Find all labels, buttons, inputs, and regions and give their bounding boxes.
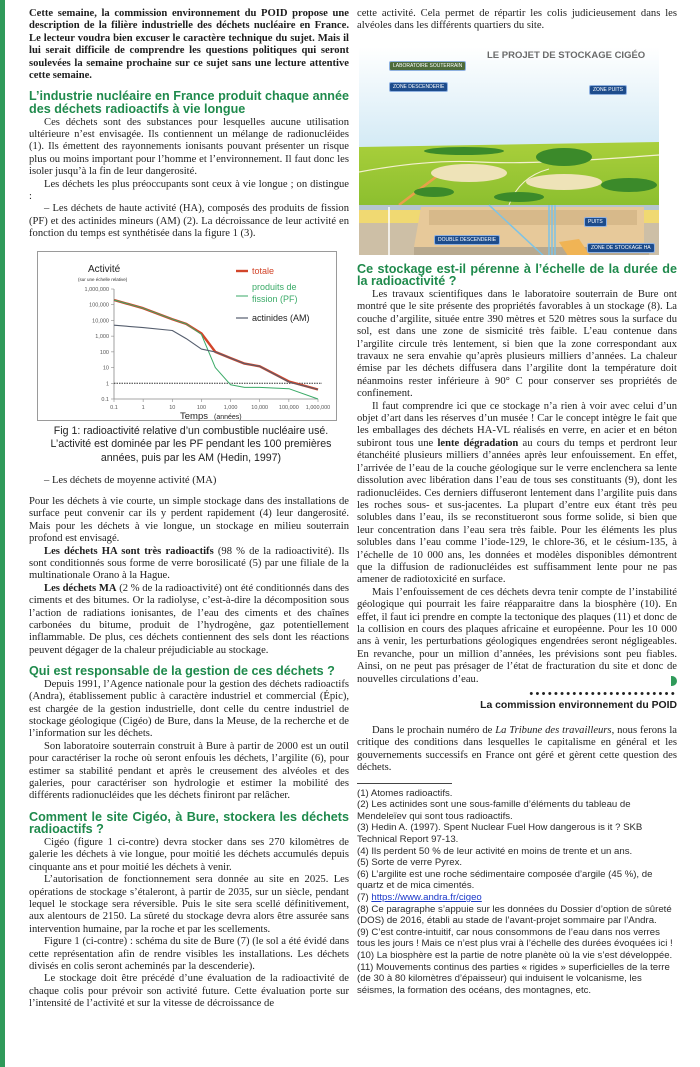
activity-chart (37, 251, 337, 421)
svg-text:Activité: Activité (88, 263, 121, 275)
label-double-descenderie: DOUBLE DESCENDERIE (434, 235, 500, 245)
section1-p6 (29, 546, 349, 583)
svg-text:(années): (années) (214, 413, 242, 421)
svg-text:1,000,000: 1,000,000 (305, 404, 331, 411)
section1-p1: Ces déchets sont des substances pour lesquelles aucune utilisation ultérieure n’est envisagée. Ils contiennent un mélange de radionucléides (1). Ils émettent des rayonnements ionisants pouvant présenter un risque plus ou moins important pour l’homme et l’environnement. Il faut donc les isoler jusqu’à la fin de leur dangerosité. (29, 116, 349, 178)
footnote-7 (357, 892, 677, 904)
label-zone-descenderie: ZONE DESCENDERIE (389, 82, 448, 92)
section2-p1: Depuis 1991, l’Agence nationale pour la gestion des déchets radioactifs (Andra), établissement public à caractère industriel et commercial (Épic), est chargée de la gestion industrielle, dont celle du centre industriel de stockage géologique (Cigéo) de Bure, dans la Meuse, de la recherche et de l’information sur les déchets. (29, 678, 349, 740)
signature-author: La commission environnement du POID (480, 700, 677, 711)
svg-text:100,000: 100,000 (89, 302, 109, 309)
intro-paragraph: Cette semaine, la commission environnement du POID propose une description de la filière industrielle des déchets nucléaire en France. Le lecteur voudra bien excuser le caractère technique du sujet. Mais il lui serait difficile de comprendre les questions politiques qui seront soulevées la semaine prochaine sur ce sujet sans une lecture attentive cette semaine. (29, 8, 349, 82)
footnote-2: (2) Les actinides sont une sous-famille d’éléments du tableau de Mendeleïev qui sont tous radioactifs. (357, 799, 631, 822)
section1-p4: – Les déchets de moyenne activité (MA) (44, 475, 217, 487)
section4-p2 (357, 401, 677, 587)
left-accent-bar (0, 0, 5, 1067)
andra-link[interactable]: https://www.andra.fr/cigeo (371, 891, 482, 903)
next-issue-paragraph (357, 725, 677, 775)
svg-text:1,000: 1,000 (223, 404, 238, 411)
svg-text:10,000: 10,000 (92, 318, 109, 325)
section3-p1: Cigéo (figure 1 ci-contre) devra stocker dans ses 270 kilomètres de galerie les déchets à vie longue, pour moitié les déchets accumulés depuis cinquante ans et pour moitié les déchets à venir. (29, 837, 349, 873)
chart-canvas (38, 252, 338, 422)
label-puits: PUITS (584, 217, 607, 227)
cigeo-illustration (359, 47, 659, 255)
footnote-8: (8) Ce paragraphe s’appuie sur les données du Dossier d’option de sûreté (DOS) de 2016, établi au stade de l’avant-projet sommaire par l’Andra. (357, 903, 672, 927)
footnote-11: (11) Mouvements continus des parties « rigides » superficielles de la terre (de 30 à 80 kilomètres d’épaisseur) qui induisent le volcanisme, les séismes, la formation des océans, des montagnes, etc. (357, 961, 670, 996)
svg-text:1,000: 1,000 (95, 333, 109, 340)
footnote-9: (9) C’est contre-intuitif, car nous consommons de l’eau dans nos verres tous les jours ! Mais ce n’est plus vrai à l’échelle des durées évoquées ici ! (357, 926, 673, 950)
svg-text:0.1: 0.1 (101, 396, 109, 403)
section2-p2: Son laboratoire souterrain construit à Bure à partir de 2000 est un outil pour caractériser la roche où seront enfouis les déchets, l’argilite (6), pour estimer sa stabilité pendant et après le creusement des alvéoles et des galeries, pour caractériser son hydrologie et estimer la mobilité des différents radionucléides que les déchets finiront par relâcher. (29, 740, 349, 802)
footnote-1: (1) Atomes radioactifs. (357, 787, 453, 799)
section1-p7 (29, 583, 349, 657)
footnote-5: (5) Sorte de verre Pyrex. (357, 857, 463, 869)
section1-p3: – Les déchets de haute activité (HA), composés des produits de fission (PF) et des actinides mineurs (AM) (2). La décroissance de leur activité en fonction du temps est synthétisée dans la figure 1 (3). (29, 203, 349, 240)
footnote-3: (3) Hedin A. (1997). Spent Nuclear Fuel How dangerous is it ? SKB Technical Report 97-13. (357, 822, 643, 845)
next-issue-after: , nous ferons la critique des conditions dans lesquelles le capitalisme en général et les gouvernements successifs en France ont géré et gèrent cette question des déchets. (357, 725, 677, 774)
publication-title: La Tribune des travailleurs (495, 725, 612, 736)
svg-text:actinides (AM): actinides (AM) (252, 312, 310, 323)
p2-bold: lente dégradation (437, 437, 519, 449)
svg-text:0.1: 0.1 (110, 404, 118, 411)
p6-bold: Les déchets HA sont très radioactifs (44, 545, 214, 557)
label-laboratoire: LABORATOIRE SOUTERRAIN (389, 61, 466, 71)
next-issue-before: Dans le prochain numéro de (372, 725, 496, 736)
p2-part-b: au cours du temps et perdront leur étanchéité plusieurs milliers d’années après leur enfouissement. En effet, l’arrivée de l’eau de la couche géologique sur le verre enclenchera sa lente dissolution avec libération dans l’eau de tous ses constituants (9), dont les radionucléides. Ces derniers diffuseront lentement dans l’argilite puis dans les roches sous- et sus-jacentes. La plupart d’entre eux étant très peu solubles dans l’eau, ils se reconstitueront sous forme solide, si bien que leur concentration dans l’eau sera très faible. Pour les éléments les plus solubles dans l’eau comme l’iode-129, le chlore-36, et le césium-135, à l’échelle de 10 000 ans, les données et modèles disponibles démontrent que la diffusion de radionucléides est suffisamment lente pour ne pas amener de radiotoxicité en surface. (357, 437, 677, 586)
figure-caption: Fig 1: radioactivité relative d’un combustible nucléaire usé. L’activité est dominée par les PF pendant les 100 premières années, puis par les AM (Hedin, 1997) (50, 424, 332, 464)
section1-heading: L’industrie nucléaire en France produit chaque année des déchets radioactifs à vie longue (29, 89, 349, 117)
p3-text: Mais l’enfouissement de ces déchets devra tenir compte de l’instabilité géologique qui pourrait les faire réapparaitre dans la biosphère (10). En effet, il faut ici prendre en compte la tectonique des plaques (11) et donc de la collision en cours des plaques africaine et européenne. Pour les 10 000 ans à venir, les perturbations géologiques engendrées seront négligeables. En revanche, pour un million d’années, les prévisions sont peu fiables. Ainsi, on ne peut pas présager de l’état de fracturation du site et donc de nouvelles circulations d’eau. (357, 586, 677, 685)
svg-text:100: 100 (196, 404, 207, 411)
svg-text:1: 1 (105, 380, 109, 387)
section1-p5: Pour les déchets à vie courte, un simple stockage dans des installations de surface peut convenir car ils y perdent rapidement (4) leur dangerosité. Mais pour les déchets à vie longue, un stockage en milieu souterrain profond est envisagé. (29, 495, 349, 545)
section3-p3: Figure 1 (ci-contre) : schéma du site de Bure (7) (le sol a été évidé dans cette représentation afin de rendre visibles les installations. Les déchets divisés en colis seront acheminés par la descenderie). (29, 936, 349, 973)
svg-text:totale: totale (252, 265, 275, 276)
section1-p2: Les déchets les plus préoccupants sont ceux à vie longue ; on distingue : (29, 178, 349, 203)
section3-heading: Comment le site Cigéo, à Bure, stockera les déchets radioactifs ? (29, 809, 349, 837)
figure-1 (29, 251, 349, 466)
cigeo-diagram (359, 47, 659, 255)
right-column (357, 8, 677, 996)
signature-dots: •••••••••••••••••••••••• (529, 688, 677, 700)
label-zone-ha: ZONE DE STOCKAGE HA (587, 243, 655, 253)
diagram-title: LE PROJET DE STOCKAGE CIGÉO (487, 49, 646, 61)
svg-text:10: 10 (102, 365, 109, 372)
left-column (29, 8, 349, 1011)
footnote-4: (4) Ils perdent 50 % de leur activité en moins de trente et un ans. (357, 845, 633, 857)
svg-text:(sur une échelle relative): (sur une échelle relative) (78, 276, 128, 282)
footnote-separator (357, 783, 452, 784)
footnote-7-prefix: (7) (357, 891, 372, 903)
section3-p5: cette activité. Cela permet de répartir les colis judicieusement dans les alvéoles dans les différents quartiers du site. (357, 8, 677, 32)
svg-text:10: 10 (169, 404, 176, 411)
section3-p2: L’autorisation de fonctionnement sera donnée au site en 2025. Les opérations de stockage s’étaleront, à partir de 2035, sur un siècle, pendant lequel le stockage sera réversible. Puis le site sera scellé définitivement, aux alentours de 2150. La sûreté du stockage devra alors être assurée sans intervention humaine, par la roche et par les scellements. (29, 874, 349, 935)
label-zone-puits: ZONE PUITS (589, 85, 627, 95)
footnote-6: (6) L’argilite est une roche sédimentaire composée d’argile (45 %), de quartz et de mica cimentés. (357, 868, 653, 892)
p2-part-a: Il faut comprendre ici que ce stockage n’a rien à voir avec celui d’un objet d’art dans les réserves d’un musée ! Car le concept intègre le fait que les emballages des déchets HA-VL réalisés en verre, en acier et en béton subiront tous une (357, 400, 677, 449)
svg-text:1: 1 (141, 404, 145, 411)
p7-bold: Les déchets MA (44, 582, 117, 594)
svg-text:10,000: 10,000 (251, 404, 269, 411)
end-of-article-icon (671, 676, 677, 686)
svg-text:1,000,000: 1,000,000 (84, 286, 109, 293)
section4-p3 (357, 587, 677, 686)
section4-heading: Ce stockage est-il pérenne à l’échelle de la durée de la radioactivité ? (357, 261, 677, 289)
svg-text:100: 100 (99, 349, 109, 356)
section3-p4: Le stockage doit être précédé d’une évaluation de la radioactivité de chaque colis pour prévoir son activité future. Cette évaluation porte sur l’intensité de l’activité et sur la vitesse de décroissance de (29, 973, 349, 1010)
section2-heading: Qui est responsable de la gestion de ces déchets ? (29, 664, 335, 679)
svg-text:Temps: Temps (180, 410, 208, 422)
p7-rest: (2 % de la radioactivité) ont été conditionnés dans des ciments et des bitumes. Or la radiolyse, c’est-à-dire la décomposition sous l’action de radiations ionisantes, de l’eau des ciments et des chaînes carbonées du bitume, produit de l’hydrogène, gaz potentiellement inflammable. De plus, ces déchets contiennent des sels dont les réactions peuvent dégager de la chaleur préjudiciable au stockage. (29, 582, 349, 656)
section4-p1: Les travaux scientifiques dans le laboratoire souterrain de Bure ont montré que le site présente des propriétés favorables à un stockage (8). La couche d’argilite, située entre 390 mètres et 520 mètres sous la surface du sol, est dans une zone de sismicité très faible. L’eau contenue dans l’argilite circule très lentement, si bien que la zone correspondant aux travaux ne sera envahie qu’après plusieurs milliers d’années. La chaleur émise par les déchets diffusera dans l’argilite dont la température doit néanmoins rester inférieure à 90° C pour conserver ses propriétés de confinement. (357, 289, 677, 400)
footnote-10: (10) La biosphère est la partie de notre planète où la vie s’est développée. (357, 949, 673, 961)
svg-text:100,000: 100,000 (278, 404, 299, 411)
svg-text:produits de: produits de (252, 281, 297, 292)
p6-rest: (98 % de la radioactivité). Ils sont conditionnés sous forme de verre borosilicaté (5) par une filiale de la multinationale Orano à la Hague. (29, 545, 349, 582)
svg-text:fission (PF): fission (PF) (252, 293, 298, 304)
